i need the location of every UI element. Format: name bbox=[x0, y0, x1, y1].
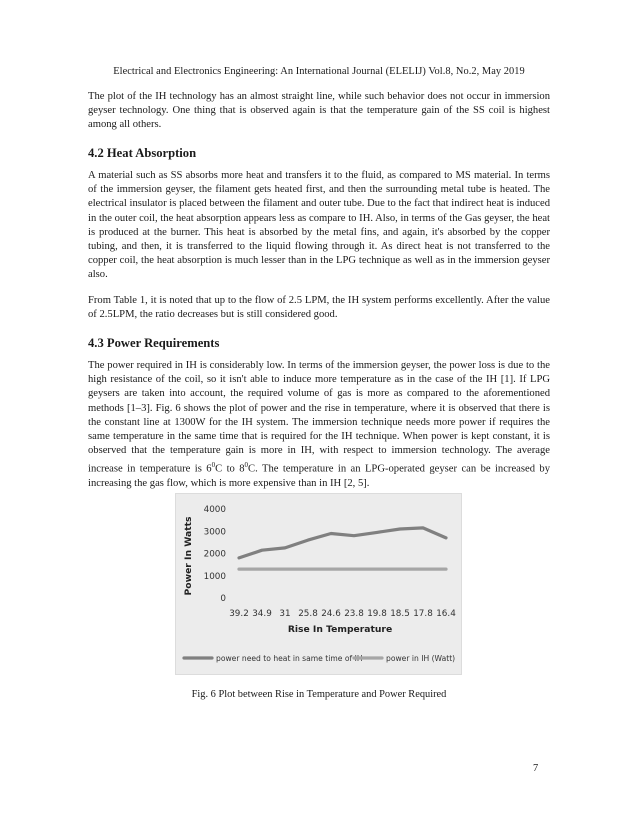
degree-superscript-2: 0 bbox=[244, 460, 249, 469]
x-tick-label: 39.2 bbox=[229, 609, 249, 619]
y-tick-label: 2000 bbox=[203, 549, 226, 560]
x-tick-label: 34.9 bbox=[252, 609, 272, 619]
legend-label-1: power need to heat in same time of IH bbox=[216, 654, 363, 663]
page-number: 7 bbox=[533, 763, 539, 774]
x-tick-label: 19.8 bbox=[367, 609, 387, 619]
power-text-part-2: C to 8 bbox=[215, 463, 245, 475]
y-axis-label: Power In Watts bbox=[183, 516, 194, 596]
section-heading-power-requirements: 4.3 Power Requirements bbox=[88, 336, 220, 351]
section-heading-heat-absorption: 4.2 Heat Absorption bbox=[88, 146, 197, 161]
y-tick-label: 1000 bbox=[203, 571, 226, 582]
y-tick-label: 4000 bbox=[203, 505, 226, 515]
x-tick-label: 18.5 bbox=[390, 609, 410, 619]
power-requirements-paragraph bbox=[88, 359, 550, 490]
legend-label-2: power in IH (Watt) bbox=[386, 654, 456, 663]
x-tick-label: 17.8 bbox=[413, 609, 433, 619]
y-tick-label: 0 bbox=[220, 594, 226, 604]
degree-superscript-1: 0 bbox=[211, 460, 216, 469]
x-axis-label: Rise In Temperature bbox=[287, 624, 393, 635]
intro-paragraph: The plot of the IH technology has an almost straight line, while such behavior does not occur in immersion geyser technology. One thing that is observed again is that the temperature gain of the SS coil is highest among all others. bbox=[88, 91, 550, 131]
power-text-part-3: C. The temperature in an LPG-operated geyser can be increased by increasing the gas flow, which is more expensive than in IH [2, 5]. bbox=[88, 463, 551, 489]
series-line-1 bbox=[239, 528, 446, 558]
figure-6-chart bbox=[175, 493, 462, 675]
x-tick-label: 16.4 bbox=[436, 609, 456, 619]
x-tick-label: 23.8 bbox=[344, 609, 364, 619]
running-header: Electrical and Electronics Engineering: An International Journal (ELELIJ) Vol.8, No.2, May 2019 bbox=[113, 66, 525, 77]
y-tick-label: 3000 bbox=[203, 527, 226, 538]
line-chart bbox=[176, 494, 461, 674]
power-text-part-1: The power required in IH is considerably low. In terms of the immersion geyser, the power loss is due to the high resistance of the coil, so it isn't able to induce more temperature as in the case of the IH [1]. If LPG geysers are taken into account, the required volume of gas is more as compared to the aforementioned methods [1–3]. Fig. 6 shows the plot of power and the rise in temperature, where it is observed that there is the constant line at 1300W for the IH system. The immersion technique needs more power if requires the same temperature in the same time that is required for the IH technique. When power is kept constant, it is observed that the temperature gain is more in IH, with respect to immersion technology. The average increase in temperature is 6 bbox=[88, 360, 550, 475]
body-text bbox=[88, 90, 550, 491]
heat-absorption-paragraph-2: From Table 1, it is noted that up to the flow of 2.5 LPM, the IH system performs excellently. After the value of 2.5LPM, the ratio decreases but is still considered good. bbox=[88, 295, 550, 321]
heat-absorption-paragraph-1: A material such as SS absorbs more heat and transfers it to the fluid, as compared to MS material. In terms of the immersion geyser, the filament gets heated first, and then the surrounding metal tube is heated. The electrical insulator is placed between the filament and outer tube. Due to the fact that indirect heat is induced in the outer coil, the heat absorption appears less as compare to IH. Also, in terms of the Gas geyser, the heat is produced at the burner. This heat is absorbed by the metal fins, and again, it's absorbed by the copper tubing, and then, it is transferred to the liquid flowing through it. As direct heat is not transferred to the copper coil, the heat absorption is much lesser than in the LPG technique as well as in the immersion geyser also. bbox=[88, 170, 550, 280]
x-tick-label: 31 bbox=[279, 609, 291, 619]
x-tick-label: 25.8 bbox=[298, 609, 318, 619]
x-tick-label: 24.6 bbox=[321, 609, 341, 619]
figure-caption: Fig. 6 Plot between Rise in Temperature and Power Required bbox=[191, 689, 447, 700]
